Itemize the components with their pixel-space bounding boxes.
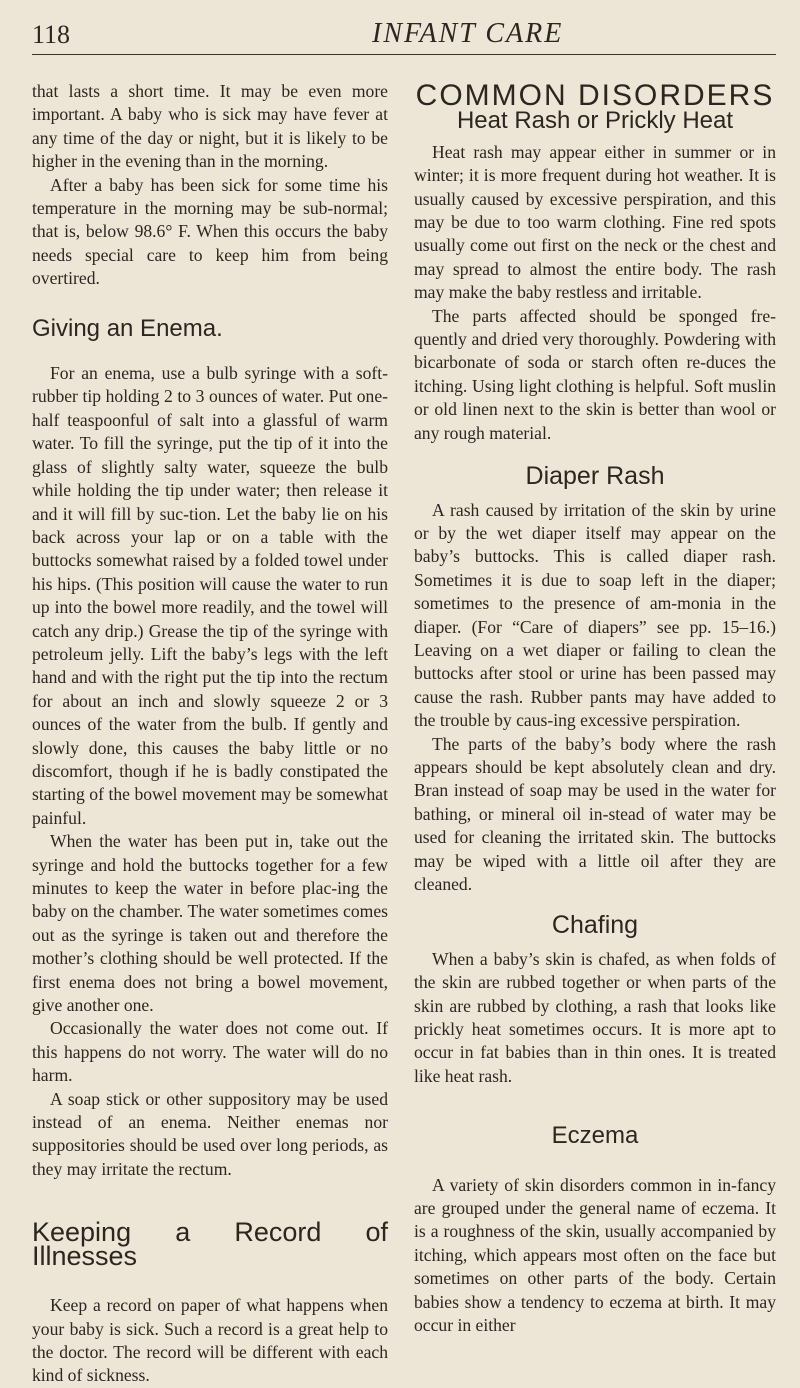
right-column	[414, 80, 776, 1338]
paragraph-heat-2: The parts affected should be sponged fre-quently and dried very thoroughly. Powdering with bicarbonate of soda or starch often re-duces the itching. Using light clothing is helpful. Soft muslin or old linen next to the skin is better than wool or any rough material.	[414, 305, 776, 443]
heading-chafing: Chafing	[551, 911, 639, 940]
paragraph-enema-4: A soap stick or other suppository may be used instead of an enema. Neither enemas nor suppositories should be used over long periods, as they may irritate the rectum.	[32, 1088, 388, 1179]
paragraph-record: Keep a record on paper of what happens when your baby is sick. Such a record is a great help to the doctor. The record will be different with each kind of sickness.	[32, 1295, 388, 1386]
heading-eczema: Eczema	[551, 1122, 639, 1150]
paragraph-enema-3: Occasionally the water does not come out. If this happens do not worry. The water will do no harm.	[32, 1018, 388, 1086]
paragraph-diaper-1: A rash caused by irritation of the skin by urine or by the wet diaper itself may appear on the baby’s buttocks. This is called diaper rash. Sometimes it is due to soap left in the diaper; sometimes to the presence of am-monia in the diaper. (For “Care of diapers” see pp. 15–16.) Leaving on a wet diaper or failing to clean the buttocks after stool or urine has been passed may cause the rash. Rubber pants may have added to the trouble by caus-ing excessive perspiration.	[414, 499, 776, 731]
page-header	[32, 8, 776, 55]
heading-heat-rash: Heat Rash or Prickly Heat	[456, 107, 734, 135]
heading-common-disorders: COMMON DISORDERS	[415, 79, 775, 112]
paragraph-enema-1: For an enema, use a bulb syringe with a soft-rubber tip holding 2 to 3 ounces of water. Put one-half teaspoonful of salt into a glassful of warm water. To fill the syringe, put the tip of it into the glass of slightly salty water, squeeze the bulb while holding the tip under water; then release it and it will fill by suc-tion. Let the baby lie on his back across your lap or on a table with the buttocks somewhat raised by a folded towel under his hips. (This position will cause the water to run up into the bowel more readily, and the towel will catch any drip.) Grease the tip of the syringe with petroleum jelly. Lift the baby’s legs with the left hand and with the right put the tip into the rectum for about an inch and slowly squeeze 2 or 3 ounces of the water from the bulb. If gently and slowly done, this causes the baby little or no discomfort, though if he is badly constipated the starting of the bowel movement may be somewhat painful.	[32, 363, 388, 828]
paragraph-enema-2: When the water has been put in, take out the syringe and hold the buttocks together for a few minutes to keep the water in before plac-ing the baby on the chamber. The water sometimes comes out as the syringe is taken out and therefore the mother’s clothing should be well protected. If the first enema does not bring a bowel movement, give another one.	[32, 831, 388, 1016]
heading-giving-enema: Giving an Enema.	[32, 314, 223, 342]
paragraph-chafing: When a baby’s skin is chafed, as when folds of the skin are rubbed together or when parts of the skin are rubbed by clothing, a rash that looks like prickly heat sometimes occurs. It is more apt to occur in fat babies than in thin ones. It is treated like heat rash.	[414, 948, 776, 1086]
paragraph-heat-1: Heat rash may appear either in summer or in winter; it is more frequent during hot weather. It is usually caused by excessive perspiration, and this may be due to too warm clothing. Fine red spots usually come out first on the neck or the chest and may spread to almost the entire body. The rash may make the baby restless and irritable.	[414, 141, 776, 303]
paragraph-subnormal: After a baby has been sick for some time his temperature in the morning may be sub-normal; that is, below 98.6° F. When this occurs the baby needs special care to keep him from being overtired.	[32, 174, 388, 289]
paragraph-intro: that lasts a short time. It may be even more important. A baby who is sick may have fever at any time of the day or night, but it is likely to be higher in the evening than in the morning.	[32, 81, 388, 172]
heading-keeping-record: Keeping a Record of Illnesses	[32, 1217, 388, 1271]
left-column	[32, 80, 388, 1388]
page-number: 118	[32, 20, 71, 49]
paragraph-eczema: A variety of skin disorders common in in-fancy are grouped under the general name of eczema. It is a roughness of the skin, usually accompanied by itching, which appears most often on the face but sometimes on other parts of the body. Certain babies show a tendency to eczema at birth. It may occur in either	[414, 1174, 776, 1336]
paragraph-diaper-2: The parts of the baby’s body where the rash appears should be kept absolutely clean and dry. Bran instead of soap may be used in the water for bathing, or mineral oil in-stead of water may be used for cleaning the irritated skin. The buttocks may be wiped with a little oil after they are cleaned.	[414, 733, 776, 894]
heading-diaper-rash: Diaper Rash	[525, 462, 665, 491]
running-title: INFANT CARE	[372, 18, 564, 49]
